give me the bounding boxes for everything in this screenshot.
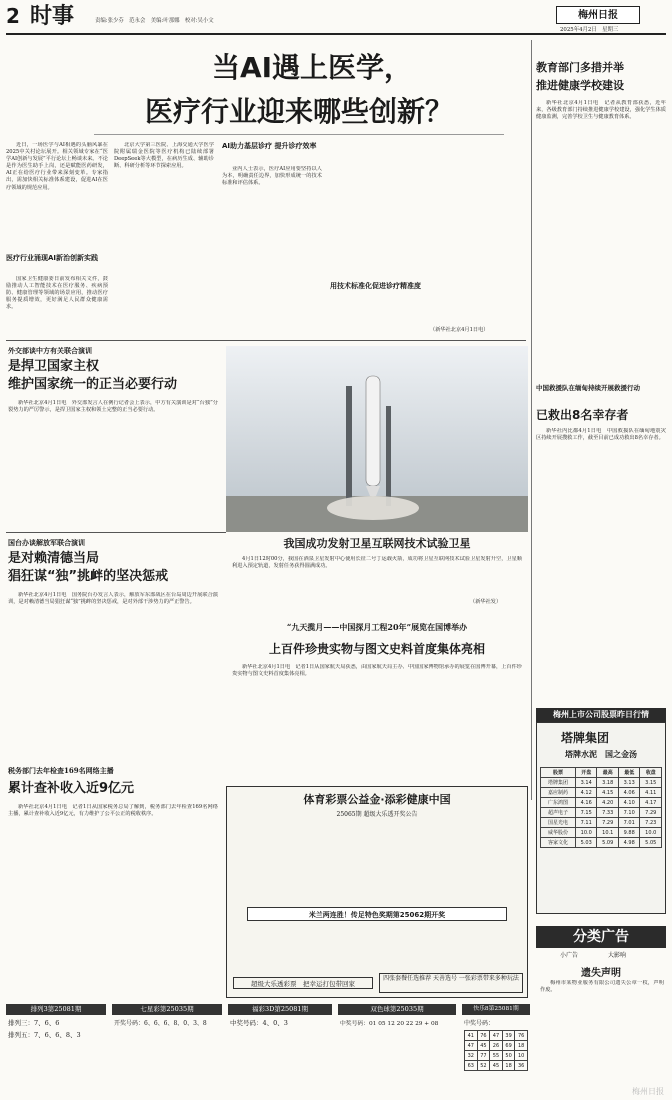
rescue-kicker: 中国救援队在缅甸持续开展救援行动 xyxy=(536,384,640,392)
exhibit-text: 新华社北京4月1日电 记者1日从国家航天局获悉，由国家航天局主办、中国国家博物馆承办的展览在国博开幕，上百件珍贵实物与图文史料首度集体亮相。 xyxy=(232,664,522,678)
diplomacy-text: 新华社北京4月1日电 外交部发言人在例行记者会上表示，中方有关演训是对“台独”分裂势力的严厉警示，是捍卫国家主权和领土完整的正当必要行动。 xyxy=(8,400,218,414)
tax-body xyxy=(8,804,218,954)
keno-row xyxy=(465,1061,528,1071)
stock-cell: 5.03 xyxy=(575,838,597,848)
keno-cell: 76 xyxy=(477,1031,490,1041)
lead-title-1: 当AI遇上医学， xyxy=(211,51,413,84)
exhibit-body xyxy=(232,664,522,784)
right-headline-1: 教育部门多措并举 xyxy=(536,61,624,74)
paper-name: 梅州日报 xyxy=(578,10,618,21)
lottery-ad-sub2: 米兰两连胜！传足特色奖期第25062期开奖 xyxy=(247,907,507,921)
rocket-launch-image xyxy=(226,346,528,532)
stock-cell: 客家文化 xyxy=(541,838,576,848)
keno-cell: 69 xyxy=(502,1041,515,1051)
section-title: 时事 xyxy=(30,4,75,29)
lottery-ad-box xyxy=(226,786,528,998)
watermark: 梅州日报 xyxy=(632,1087,664,1096)
keno-cell: 47 xyxy=(465,1041,478,1051)
stock-company: 塔牌集团 xyxy=(561,731,610,745)
stock-row xyxy=(541,778,662,788)
rescue-body xyxy=(536,428,666,678)
stock-cell: 4.12 xyxy=(575,788,597,798)
lottery-label: 快乐8第25081期 xyxy=(462,1004,530,1015)
lead-divider xyxy=(6,340,526,341)
tax-headline: 累计查补收入近9亿元 xyxy=(8,781,135,796)
stock-banner: 梅州上市公司股票昨日行情 xyxy=(536,708,666,722)
stock-cell: 10.0 xyxy=(640,828,662,838)
keno-row xyxy=(465,1051,528,1061)
column-divider xyxy=(531,40,532,800)
stock-cell: 5.05 xyxy=(640,838,662,848)
stock-cell: 4.17 xyxy=(640,798,662,808)
keno-rows xyxy=(465,1031,528,1071)
lottery-line: 排列三：7、6、6 xyxy=(8,1019,60,1027)
taiwan-kicker: 国台办谈解放军联合演训 xyxy=(8,538,85,547)
rescue-text: 新华社内比都4月1日电 中国救援队在缅甸地震灾区持续开展搜救工作，截至目前已成功救出8名幸存者。 xyxy=(536,428,666,442)
stock-col-head: 开盘 xyxy=(575,768,597,778)
stock-col-head: 最低 xyxy=(618,768,640,778)
stock-cell: 5.09 xyxy=(597,838,619,848)
right-headline-2: 推进健康学校建设 xyxy=(536,79,624,92)
stock-cell: 7.29 xyxy=(597,818,619,828)
diplomacy-headline-2: 维护国家统一的正当必要行动 xyxy=(8,377,178,392)
stock-cell: 9.88 xyxy=(618,828,640,838)
taiwan-headline-1: 是对赖清德当局 xyxy=(8,551,100,566)
stock-cell: 10.0 xyxy=(575,828,597,838)
satellite-caption-text: 4月1日12时00分，我国在酒泉卫星发射中心使用长征二号丁运载火箭，成功将卫星互联网技术试验卫星发射升空，卫星顺利进入预定轨道，发射任务获得圆满成功。 xyxy=(232,556,522,570)
lottery-line: 中奖号码：4、0、3 xyxy=(230,1019,288,1027)
lottery-label: 排列3第25081期 xyxy=(6,1004,106,1015)
stock-cell: 4.20 xyxy=(597,798,619,808)
satellite-credit: （新华社发） xyxy=(470,599,502,605)
stock-cell: 广东鸿图 xyxy=(541,798,576,808)
tax-text: 新华社北京4月1日电 记者1日从国家税务总局了解到，税务部门去年检查169名网络主播，累计查补收入近9亿元，有力维护了公平公正的税收秩序。 xyxy=(8,804,218,818)
stock-row xyxy=(541,808,662,818)
lead-byline: （新华社北京4月1日电） xyxy=(430,327,489,333)
diplomacy-kicker: 外交部谈中方有关联合演训 xyxy=(8,346,92,355)
exhibit-kicker: “九天揽月——中国探月工程20年”展览在国博举办 xyxy=(286,622,468,632)
lead-subhead-2: 医疗行业涌现AI新治创新实践 xyxy=(6,254,99,262)
stock-cell: 10.1 xyxy=(597,828,619,838)
stock-row xyxy=(541,828,662,838)
stock-cell: 4.15 xyxy=(597,788,619,798)
lottery-ad-title: 体育彩票公益金·添彩健康中国 xyxy=(303,793,451,806)
taiwan-text: 新华社北京4月1日电 国务院台办发言人表示，解放军东部战区在台岛周边开展联合演训，是对赖清德当局猖狂谋“独”挑衅的坚决惩戒，是对外部干涉势力的严正警告。 xyxy=(8,592,218,606)
lead-body-col1b xyxy=(6,276,108,336)
stock-cell: 塔牌集团 xyxy=(541,778,576,788)
lottery-label: 双色球第25035期 xyxy=(338,1004,456,1015)
diplomacy-headline-1: 是捍卫国家主权 xyxy=(8,359,100,374)
satellite-caption-title: 我国成功发射卫星互联网技术试验卫星 xyxy=(283,537,471,550)
lottery-ad-foot2: 四张套餐任选推荐 天善选号 一张彩票带来多种玩法 xyxy=(379,973,523,993)
classified-notice-title: 遗失声明 xyxy=(581,968,621,979)
stock-cell: 4.16 xyxy=(575,798,597,808)
stock-cell: 3.13 xyxy=(618,778,640,788)
lead-body4: 业内人士表示，医疗AI应用要坚持以人为本，明确责任边界，加快形成统一的技术标准和评估体系。 xyxy=(222,166,322,187)
lottery-line: 开奖号码：6、6、6、8、0、3、8 xyxy=(114,1020,207,1027)
lottery-ad-foot1: 超级大乐透彩票 把幸运打包带回家 xyxy=(233,977,373,989)
keno-cell: 52 xyxy=(477,1061,490,1071)
stock-col-head: 最高 xyxy=(597,768,619,778)
lottery-block-1 xyxy=(6,1004,106,1100)
stock-cell: 3.18 xyxy=(597,778,619,788)
header-rule xyxy=(6,33,666,35)
lottery-label: 福彩3D第25081期 xyxy=(228,1004,332,1015)
stock-cell: 威华股份 xyxy=(541,828,576,838)
stock-cell: 7.11 xyxy=(575,818,597,828)
taiwan-headline-2: 猖狂谋“独”挑衅的坚决惩戒 xyxy=(8,569,169,584)
lottery-line: 中奖号码：01 05 12 20 22 29 + 08 xyxy=(340,1021,439,1027)
lottery-strip xyxy=(0,1004,672,1100)
keno-cell: 63 xyxy=(465,1061,478,1071)
classified-banner: 分类广告 xyxy=(536,926,666,948)
keno-cell: 36 xyxy=(515,1061,528,1071)
stock-cell: 嘉应制药 xyxy=(541,788,576,798)
right-news-text: 新华社北京4月1日电 记者从教育部获悉，近年来，各级教育部门持续推进健康学校建设，强化学生体质健康监测，完善学校卫生与健康教育体系。 xyxy=(536,100,666,121)
page-header xyxy=(0,0,672,34)
right-news-body xyxy=(536,100,666,350)
stock-row xyxy=(541,788,662,798)
satellite-caption-body xyxy=(232,556,522,596)
lead-body2: 国家卫生健康委日前发布相关文件，鼓励推动人工智能技术在医疗服务、疾病预防、健康管理等领域的场景应用，推动医疗服务提质增效，更好满足人民群众健康需求。 xyxy=(6,276,108,311)
stock-cell: 4.98 xyxy=(618,838,640,848)
stock-box xyxy=(536,722,666,914)
exhibit-headline: 上百件珍贵实物与图文史料首度集体亮相 xyxy=(268,642,485,656)
stock-cell: 4.10 xyxy=(618,798,640,808)
stock-cell: 7.33 xyxy=(597,808,619,818)
stock-cell: 3.15 xyxy=(640,778,662,788)
classified-tag-2: 大影响 xyxy=(608,952,627,959)
page-number: 2 xyxy=(6,4,20,28)
lead-body-col2 xyxy=(114,142,214,336)
lottery-line: 中奖号码： xyxy=(464,1020,495,1027)
stock-cell: 超声电子 xyxy=(541,808,576,818)
stock-cell: 7.01 xyxy=(618,818,640,828)
rescue-headline: 已救出8名幸存者 xyxy=(536,408,629,422)
keno-cell: 39 xyxy=(502,1031,515,1041)
tax-kicker: 税务部门去年检查169名网络主播 xyxy=(8,766,114,775)
lottery-label: 七星彩第25035期 xyxy=(112,1004,222,1015)
keno-cell: 10 xyxy=(515,1051,528,1061)
keno-row xyxy=(465,1031,528,1041)
stock-cell: 4.06 xyxy=(618,788,640,798)
lead-subhead-1: AI助力基层诊疗 提升诊疗效率 xyxy=(222,142,317,150)
keno-cell: 50 xyxy=(502,1051,515,1061)
classified-notice-text: 梅州市某物业服务有限公司遗失公章一枚，声明作废。 xyxy=(540,980,664,994)
lead-title-2: 医疗行业迎来哪些创新？ xyxy=(144,95,453,128)
keno-cell: 18 xyxy=(502,1061,515,1071)
stock-rows xyxy=(541,778,662,848)
lead-subhead-3: 用技术标准化促进诊疗精准度 xyxy=(330,282,421,290)
lottery-line: 排列五：7、6、6、8、3 xyxy=(8,1031,81,1039)
stock-cell: 7.29 xyxy=(640,808,662,818)
stock-col-head: 收盘 xyxy=(640,768,662,778)
stock-cell: 7.10 xyxy=(618,808,640,818)
classified-tag-1: 小广告 xyxy=(560,952,579,959)
keno-cell: 45 xyxy=(490,1061,503,1071)
lead-title-underline xyxy=(94,134,504,135)
stock-header-row xyxy=(541,768,662,778)
lottery-ad-sub: 25065期 超级大乐透开奖公告 xyxy=(336,811,418,818)
lottery-block-4 xyxy=(338,1004,456,1100)
lottery-block-3 xyxy=(228,1004,332,1100)
keno-cell: 76 xyxy=(515,1031,528,1041)
stock-row xyxy=(541,838,662,848)
diplomacy-body xyxy=(8,400,218,530)
lottery-block-2 xyxy=(112,1004,222,1100)
taiwan-body xyxy=(8,592,218,742)
lead-body1: 近日，一场医学与AI相遇的头脑风暴在2025中关村论坛展开。相关领域专家在“医学AI创新与发展”平行论坛上畅谈未来。不论是作为医生助手上岗，还是赋能医药研发，AI正在给医疗行业带来深刻变革。专家指出，需加快相关标准体系建设，促进AI在医疗领域的规范应用。 xyxy=(6,142,108,191)
keno-cell: 47 xyxy=(490,1031,503,1041)
stock-row xyxy=(541,798,662,808)
stock-cell: 4.11 xyxy=(640,788,662,798)
paper-name-box xyxy=(556,6,640,24)
stock-cell: 国星光电 xyxy=(541,818,576,828)
satellite-photo xyxy=(226,346,528,532)
lottery-block-5 xyxy=(462,1004,530,1100)
keno-cell: 55 xyxy=(490,1051,503,1061)
stock-table xyxy=(540,767,662,848)
issue-date: 2025年4月2日 星期三 xyxy=(560,27,619,33)
stock-col-head: 股票 xyxy=(541,768,576,778)
lead-body-col1 xyxy=(6,142,108,252)
stock-cell: 7.23 xyxy=(640,818,662,828)
keno-cell: 26 xyxy=(490,1041,503,1051)
stock-cell: 3.14 xyxy=(575,778,597,788)
editor-credits: 责编:张少芬 范永会 美编:叶那娜 校对:吴小文 xyxy=(95,18,214,24)
keno-cell: 45 xyxy=(477,1041,490,1051)
keno-table xyxy=(464,1030,528,1071)
stock-row xyxy=(541,818,662,828)
taiwan-rule xyxy=(6,532,226,533)
keno-cell: 32 xyxy=(465,1051,478,1061)
stock-cell: 7.15 xyxy=(575,808,597,818)
lead-body3: 北京大学第三医院、上海交通大学医学院附属瑞金医院等医疗机构已陆续部署DeepSeek等大模型，在病历生成、辅助诊断、科研分析等环节探索应用。 xyxy=(114,142,214,170)
keno-cell: 18 xyxy=(515,1041,528,1051)
keno-row xyxy=(465,1041,528,1051)
stock-tagline: 塔牌水泥 国之金汤 xyxy=(565,750,637,759)
keno-cell: 77 xyxy=(477,1051,490,1061)
keno-cell: 41 xyxy=(465,1031,478,1041)
lead-body-col3 xyxy=(222,166,322,336)
